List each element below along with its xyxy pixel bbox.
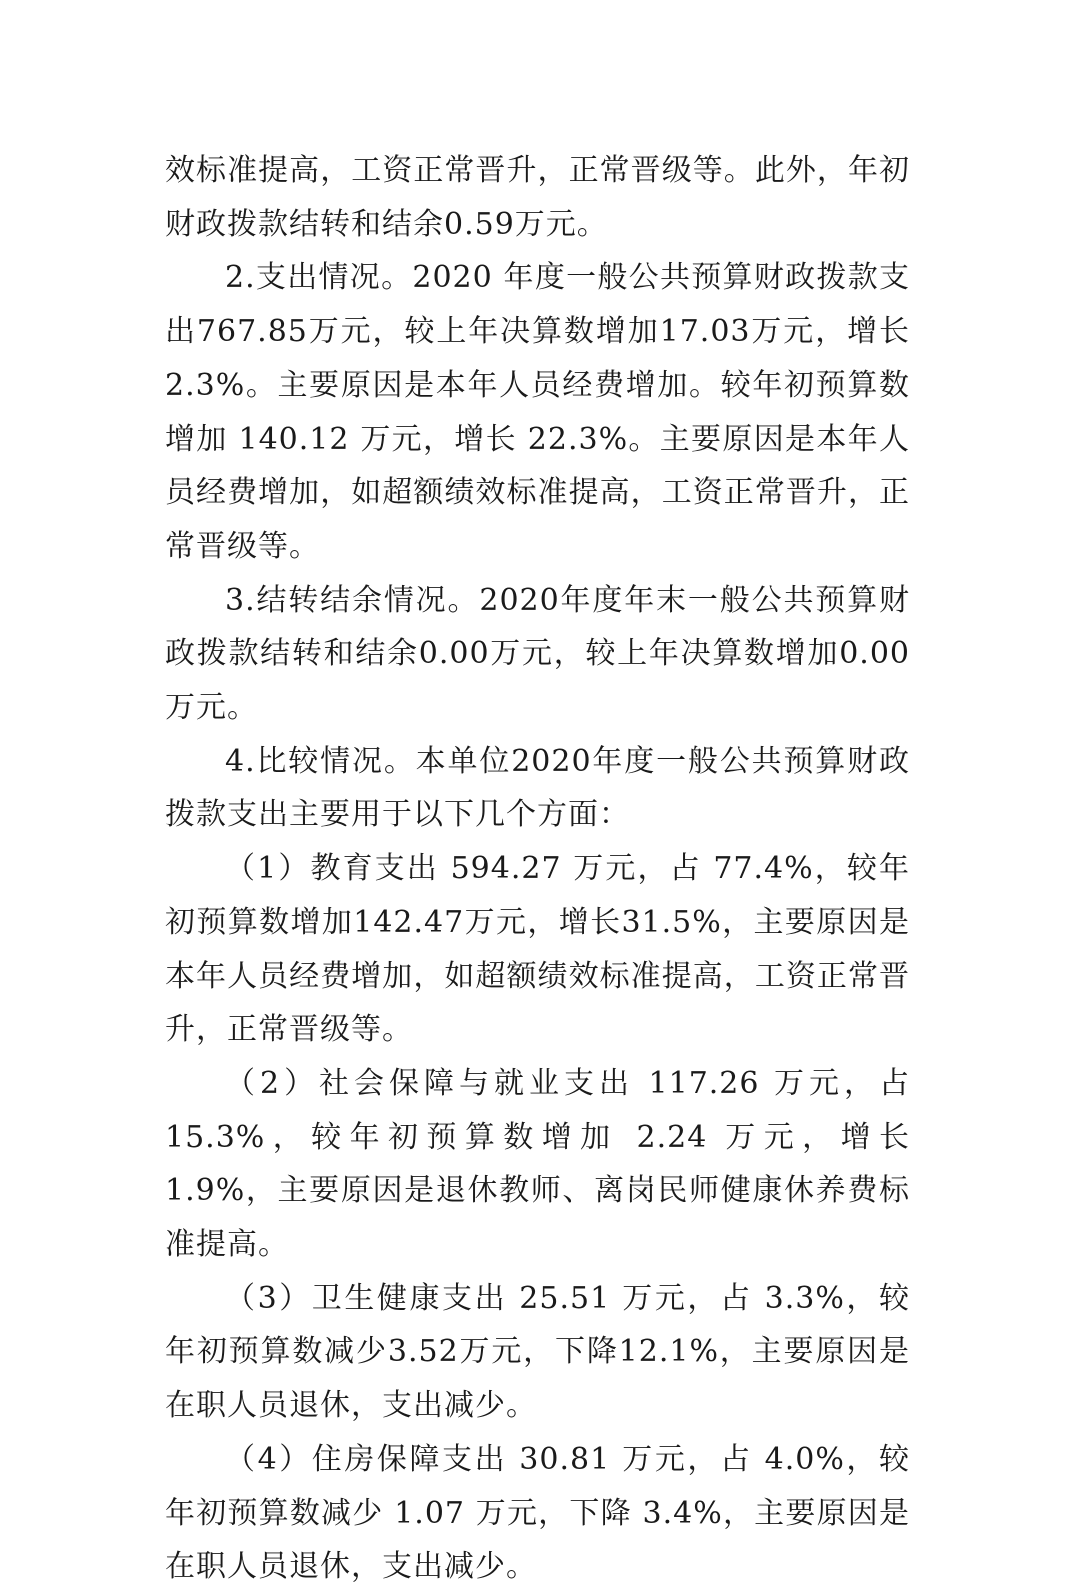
paragraph-social-security: （2）社会保障与就业支出 117.26 万元，占 15.3%，较年初预算数增加 2.24 万元，增长 1.9%，主要原因是退休教师、离岗民师健康休养费标准提高。: [165, 1065, 910, 1263]
paragraph-comparison: 4.比较情况。本单位2020年度一般公共预算财政拨款支出主要用于以下几个方面：: [165, 743, 910, 833]
paragraph-continuation: 效标准提高，工资正常晋升，正常晋级等。此外，年初财政拨款结转和结余0.59万元。: [165, 153, 910, 242]
paragraph-housing: （4）住房保障支出 30.81 万元，占 4.0%，较年初预算数减少 1.07 万元，下降 3.4%，主要原因是在职人员退休，支出减少。: [165, 1441, 910, 1585]
paragraph-carryover: 3.结转结余情况。2020年度年末一般公共预算财政拨款结转和结余0.00万元，较上年决算数增加0.00万元。: [165, 582, 910, 726]
paragraph-health: （3）卫生健康支出 25.51 万元，占 3.3%，较年初预算数减少3.52万元，下降12.1%，主要原因是在职人员退休，支出减少。: [165, 1280, 910, 1424]
paragraph-expenditure: 2.支出情况。2020 年度一般公共预算财政拨款支出767.85万元，较上年决算数增加17.03万元，增长2.3%。主要原因是本年人员经费增加。较年初预算数增加 140.12 万元，增长 22.3%。主要原因是本年人员经费增加，如超额绩效标准提高，工资正常晋升，正常晋级等。: [165, 260, 910, 564]
document-body: [165, 144, 910, 1594]
paragraph-education: （1）教育支出 594.27 万元，占 77.4%，较年初预算数增加142.47万元，增长31.5%，主要原因是本年人员经费增加，如超额绩效标准提高，工资正常晋升，正常晋级等。: [165, 851, 910, 1048]
